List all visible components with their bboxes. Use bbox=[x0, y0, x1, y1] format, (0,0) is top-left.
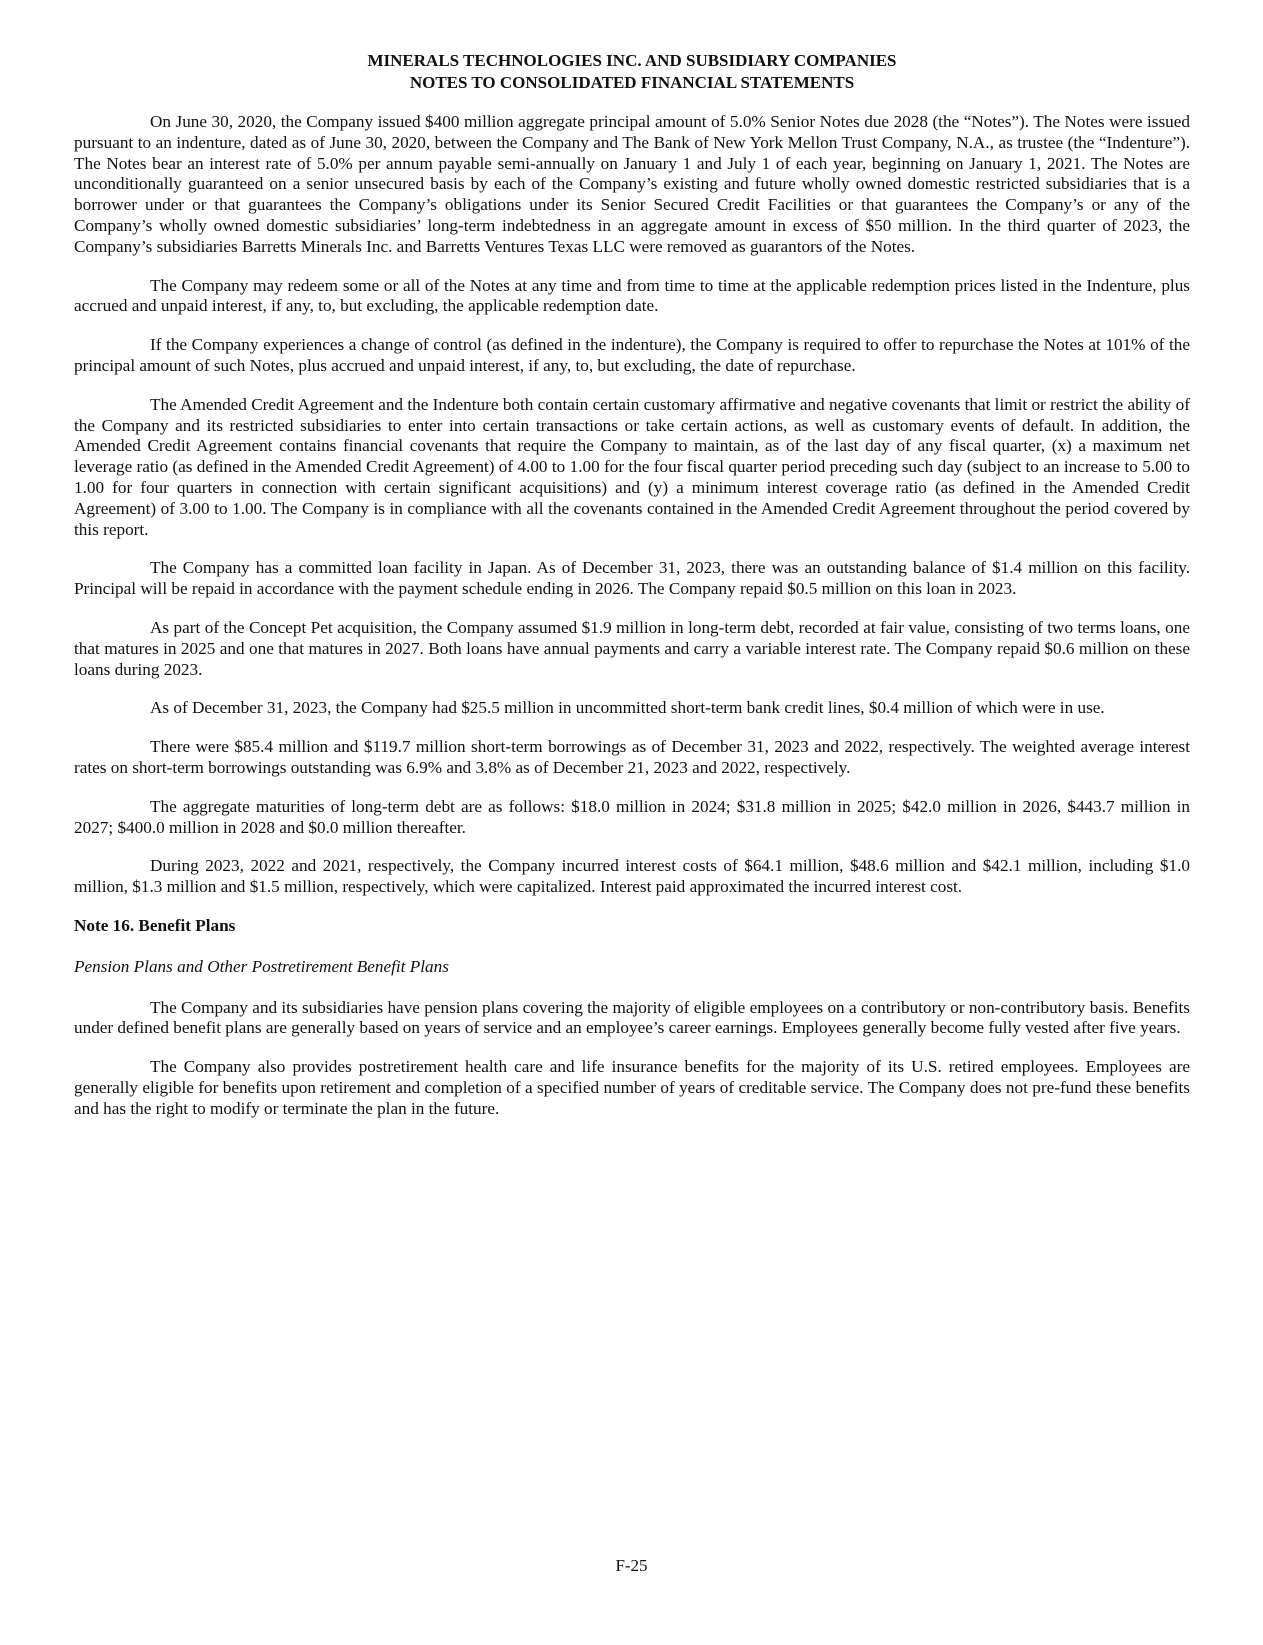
sub-heading: Pension Plans and Other Postretirement Benefit Plans bbox=[74, 956, 449, 976]
paragraph-covenants: The Amended Credit Agreement and the Indenture both contain certain customary affirmative and negative covenants that limit or restrict the ability of the Company and its restricted subsidiaries to enter into certain transactions or take certain actions, as well as customary events of default. In addition, the Amended Credit Agreement contains financial covenants that require the Company to maintain, as of the last day of any fiscal quarter, (x) a maximum net leverage ratio (as defined in the Amended Credit Agreement) of 4.00 to 1.00 for the four fiscal quarter period preceding such day (subject to an increase to 5.00 to 1.00 for four quarters in connection with certain significant acquisitions) and (y) a minimum interest coverage ratio (as defined in the Amended Credit Agreement) of 3.00 to 1.00. The Company is in compliance with all the covenants contained in the Amended Credit Agreement throughout the period covered by this report. bbox=[74, 394, 1190, 539]
note-heading: Note 16. Benefit Plans bbox=[74, 915, 236, 935]
paragraph-concept-pet: As part of the Concept Pet acquisition, the Company assumed $1.9 million in long-term debt, recorded at fair value, consisting of two terms loans, one that matures in 2025 and one that matures in 2027. Both loans have annual payments and carry a variable interest rate. The Company repaid $0.6 million on these loans during 2023. bbox=[74, 617, 1190, 679]
paragraph-redemption: The Company may redeem some or all of the Notes at any time and from time to time at the applicable redemption prices listed in the Indenture, plus accrued and unpaid interest, if any, to, but excluding, the applicable redemption date. bbox=[74, 275, 1190, 316]
paragraph-japan-loan: The Company has a committed loan facility in Japan. As of December 31, 2023, there was an outstanding balance of $1.4 million on this facility. Principal will be repaid in accordance with the payment schedule ending in 2026. The Company repaid $0.5 million on this loan in 2023. bbox=[74, 558, 1190, 599]
page-number: F-25 bbox=[615, 1556, 648, 1575]
page-header bbox=[74, 50, 1190, 94]
paragraph-maturities: The aggregate maturities of long-term debt are as follows: $18.0 million in 2024; $31.8 million in 2025; $42.0 million in 2026, $443.7 million in 2027; $400.0 million in 2028 and $0.0 million thereafter. bbox=[74, 796, 1190, 837]
document-page bbox=[74, 50, 1190, 1137]
paragraph-senior-notes: On June 30, 2020, the Company issued $400 million aggregate principal amount of 5.0% Senior Notes due 2028 (the “Notes”). The Notes were issued pursuant to an indenture, dated as of June 30, 2020, between the Company and The Bank of New York Mellon Trust Company, N.A., as trustee (the “Indenture”). The Notes bear an interest rate of 5.0% per annum payable semi-annually on January 1 and July 1 of each year, beginning on January 1, 2021. The Notes are unconditionally guaranteed on a senior unsecured basis by each of the Company’s existing and future wholly owned domestic restricted subsidiaries that is a borrower under or that guarantees the Company’s obligations under its Senior Secured Credit Facilities or that guarantees the Company’s or any of the Company’s wholly owned domestic subsidiaries’ long-term indebtedness in an aggregate amount in excess of $50 million. In the third quarter of 2023, the Company’s subsidiaries Barretts Minerals Inc. and Barretts Ventures Texas LLC were removed as guarantors of the Notes. bbox=[74, 112, 1190, 256]
paragraph-interest-costs: During 2023, 2022 and 2021, respectively, the Company incurred interest costs of $64.1 million, $48.6 million and $42.1 million, including $1.0 million, $1.3 million and $1.5 million, respectively, which were capitalized. Interest paid approximated the incurred interest cost. bbox=[74, 856, 1190, 897]
section-title: NOTES TO CONSOLIDATED FINANCIAL STATEMENTS bbox=[409, 73, 855, 92]
paragraph-short-term-borrowings: There were $85.4 million and $119.7 million short-term borrowings as of December 31, 2023 and 2022, respectively. The weighted average interest rates on short-term borrowings outstanding was 6.9% and 3.8% as of December 21, 2023 and 2022, respectively. bbox=[74, 737, 1190, 777]
paragraph-change-of-control: If the Company experiences a change of control (as defined in the indenture), the Company is required to offer to repurchase the Notes at 101% of the principal amount of such Notes, plus accrued and unpaid interest, if any, to, but excluding, the date of repurchase. bbox=[74, 335, 1190, 375]
paragraph-pension-plans: The Company and its subsidiaries have pension plans covering the majority of eligible employees on a contributory or non-contributory basis. Benefits under defined benefit plans are generally based on years of service and an employee’s career earnings. Employees generally become fully vested after five years. bbox=[74, 997, 1190, 1038]
paragraph-credit-lines: As of December 31, 2023, the Company had $25.5 million in uncommitted short-term bank credit lines, $0.4 million of which were in use. bbox=[150, 698, 1105, 718]
paragraph-postretirement: The Company also provides postretirement health care and life insurance benefits for the majority of its U.S. retired employees. Employees are generally eligible for benefits upon retirement and completion of a specified number of years of creditable service. The Company does not pre-fund these benefits and has the right to modify or terminate the plan in the future. bbox=[74, 1057, 1190, 1118]
company-title: MINERALS TECHNOLOGIES INC. AND SUBSIDIARY COMPANIES bbox=[367, 51, 897, 70]
